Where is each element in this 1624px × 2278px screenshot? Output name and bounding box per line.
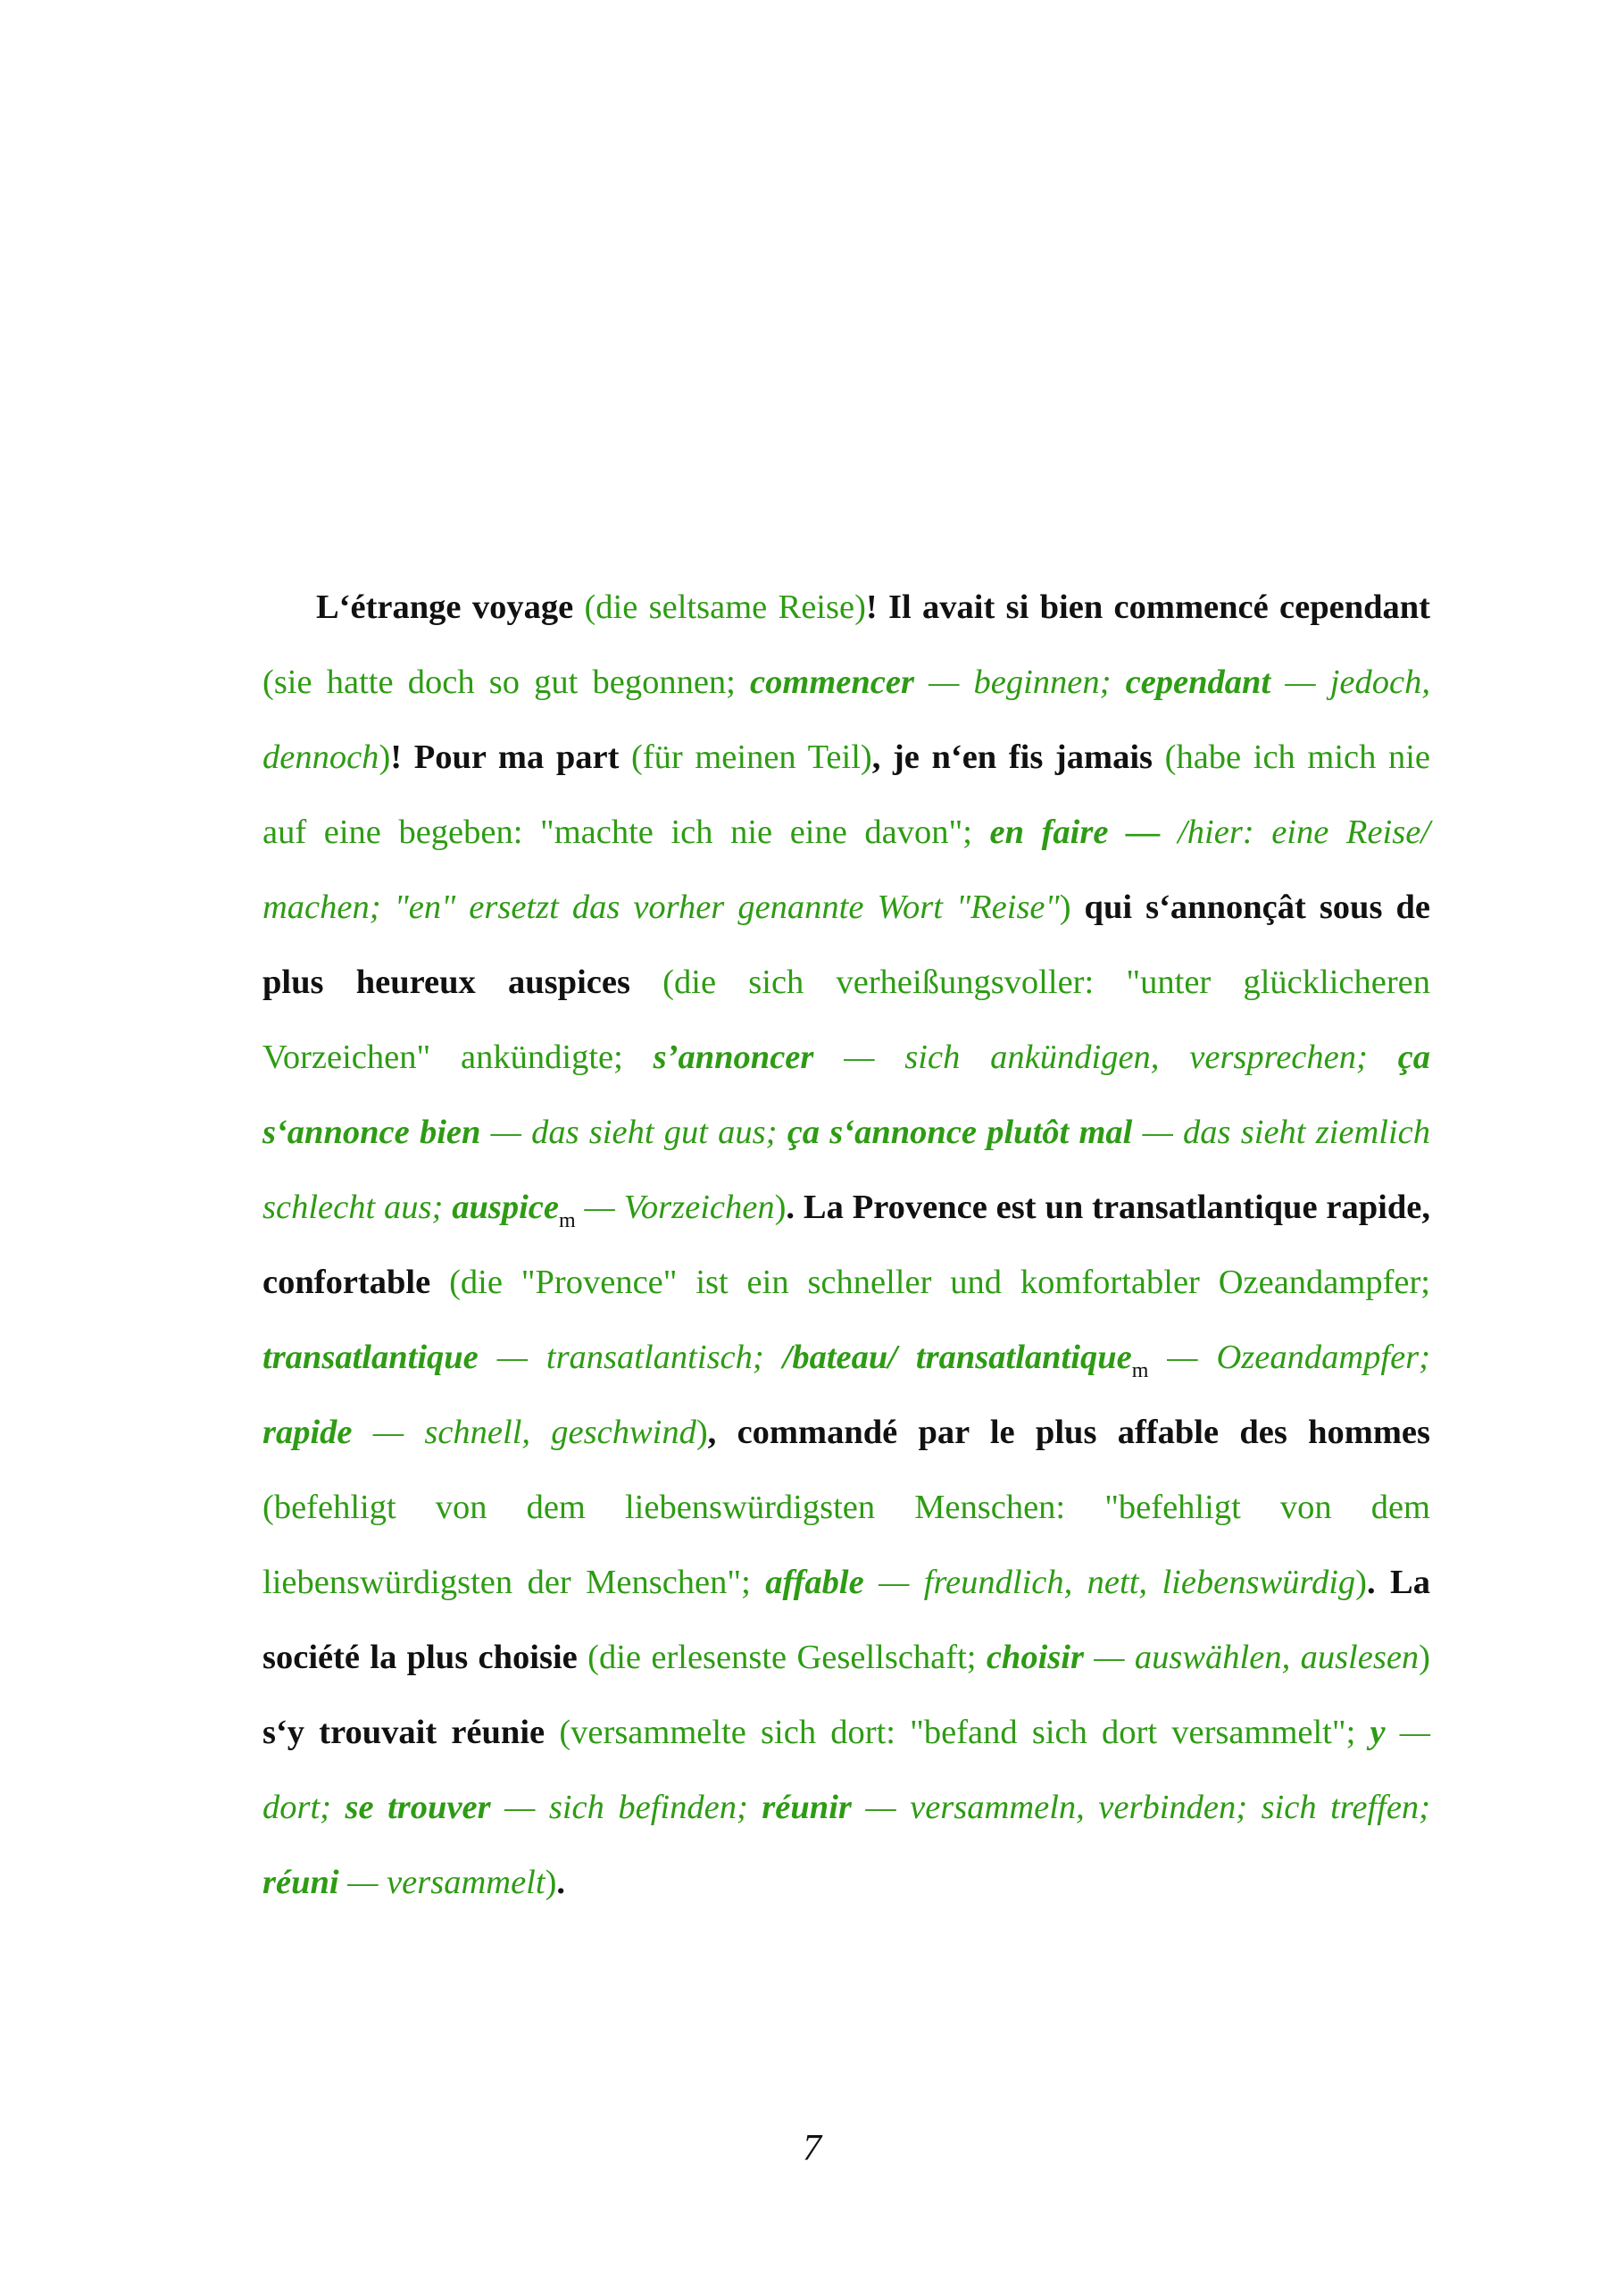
gloss-explanation: — versammelt	[338, 1864, 545, 1901]
gloss-headword: ça s‘annonce plutôt mal	[787, 1114, 1133, 1151]
german-gloss: )	[379, 738, 391, 776]
french-text: , je n‘en fis jamais	[871, 738, 1153, 776]
gloss-headword: s’annoncer	[653, 1039, 814, 1076]
french-text: . La Provence est un transatlantique rapide, confortable	[262, 1189, 1430, 1301]
gloss-explanation: — das sieht gut aus;	[480, 1114, 787, 1151]
gloss-headword: se trouver	[345, 1789, 491, 1826]
gloss-headword: choisir	[986, 1639, 1084, 1676]
gender-marker: m	[1131, 1359, 1149, 1382]
german-gloss: (die seltsame Reise)	[584, 588, 866, 626]
page-number: 7	[803, 2128, 821, 2169]
gloss-explanation: — versammeln, verbinden; sich treffen;	[851, 1789, 1430, 1826]
french-text: s‘y trouvait réunie	[262, 1714, 545, 1751]
gloss-headword: réunir	[762, 1789, 852, 1826]
gloss-headword: rapide	[262, 1414, 353, 1451]
french-text: L‘étrange voyage	[316, 588, 574, 626]
gloss-explanation: — freundlich, nett, liebenswürdig	[863, 1564, 1356, 1601]
german-gloss: )	[774, 1189, 787, 1226]
german-gloss: (die "Provence" ist ein schneller und komfortabler Ozeandampfer;	[449, 1264, 1431, 1301]
gloss-headword: commencer	[750, 663, 914, 701]
german-gloss: )	[545, 1864, 557, 1901]
french-text: ! Il avait si bien commencé cependant	[865, 588, 1431, 626]
bilingual-paragraph	[262, 570, 1430, 1920]
french-text: ! Pour ma part	[390, 738, 620, 776]
gloss-headword: cependant	[1125, 663, 1271, 701]
gloss-explanation: — das sieht ziemlich schlecht aus;	[262, 1114, 1431, 1226]
gloss-headword: affable	[765, 1564, 864, 1601]
french-text: .	[556, 1864, 566, 1901]
german-gloss: )	[1355, 1564, 1367, 1601]
german-gloss: )	[695, 1414, 708, 1451]
gloss-headword: /bateau/ transatlantique	[782, 1339, 1132, 1376]
gender-marker: m	[558, 1209, 576, 1232]
german-gloss: (habe ich mich nie auf eine begeben: "machte ich nie eine davon";	[262, 738, 1431, 851]
gloss-explanation: — sich befinden;	[490, 1789, 762, 1826]
french-text: qui s‘annonçât sous de plus heureux auspices	[262, 889, 1430, 1001]
german-gloss: (die erlesenste Gesellschaft;	[587, 1639, 987, 1676]
gloss-headword: en faire —	[989, 814, 1161, 851]
gloss-explanation: — beginnen;	[913, 663, 1126, 701]
gloss-explanation: — schnell, geschwind	[352, 1414, 696, 1451]
gloss-headword: ça s‘annonce bien	[262, 1039, 1430, 1151]
german-gloss: (die sich verheißungsvoller: "unter glücklicheren Vorzeichen" ankündigte;	[262, 964, 1430, 1076]
german-gloss: (für meinen Teil)	[631, 738, 872, 776]
gloss-headword: transatlantique	[262, 1339, 479, 1376]
german-gloss: (versammelte sich dort: "befand sich dort versammelt";	[559, 1714, 1370, 1751]
gloss-explanation: — auswählen, auslesen	[1083, 1639, 1420, 1676]
french-text: , commandé par le plus affable des hommes	[707, 1414, 1430, 1451]
french-text: . La société la plus choisie	[262, 1564, 1430, 1676]
gloss-explanation: — Ozeandampfer;	[1148, 1339, 1430, 1376]
german-gloss: )	[1059, 889, 1071, 926]
gloss-headword: réuni	[262, 1864, 339, 1901]
gloss-explanation: — Vorzeichen	[575, 1189, 775, 1226]
gloss-explanation: /hier: eine Reise/ machen; "en" ersetzt das vorher genannte Wort "Reise"	[262, 814, 1430, 926]
gloss-headword: y	[1370, 1714, 1386, 1751]
gloss-explanation: — sich ankündigen, versprechen;	[813, 1039, 1398, 1076]
german-gloss: (befehligt von dem liebenswürdigsten Menschen: "befehligt von dem liebenswürdigsten der Menschen";	[262, 1489, 1430, 1601]
gloss-explanation: — transatlantisch;	[478, 1339, 783, 1376]
german-gloss: (sie hatte doch so gut begonnen;	[262, 663, 751, 701]
gloss-explanation: — jedoch, dennoch	[262, 663, 1430, 776]
gloss-explanation: — dort;	[262, 1714, 1431, 1826]
german-gloss: )	[1419, 1639, 1430, 1676]
gloss-headword: auspice	[452, 1189, 559, 1226]
